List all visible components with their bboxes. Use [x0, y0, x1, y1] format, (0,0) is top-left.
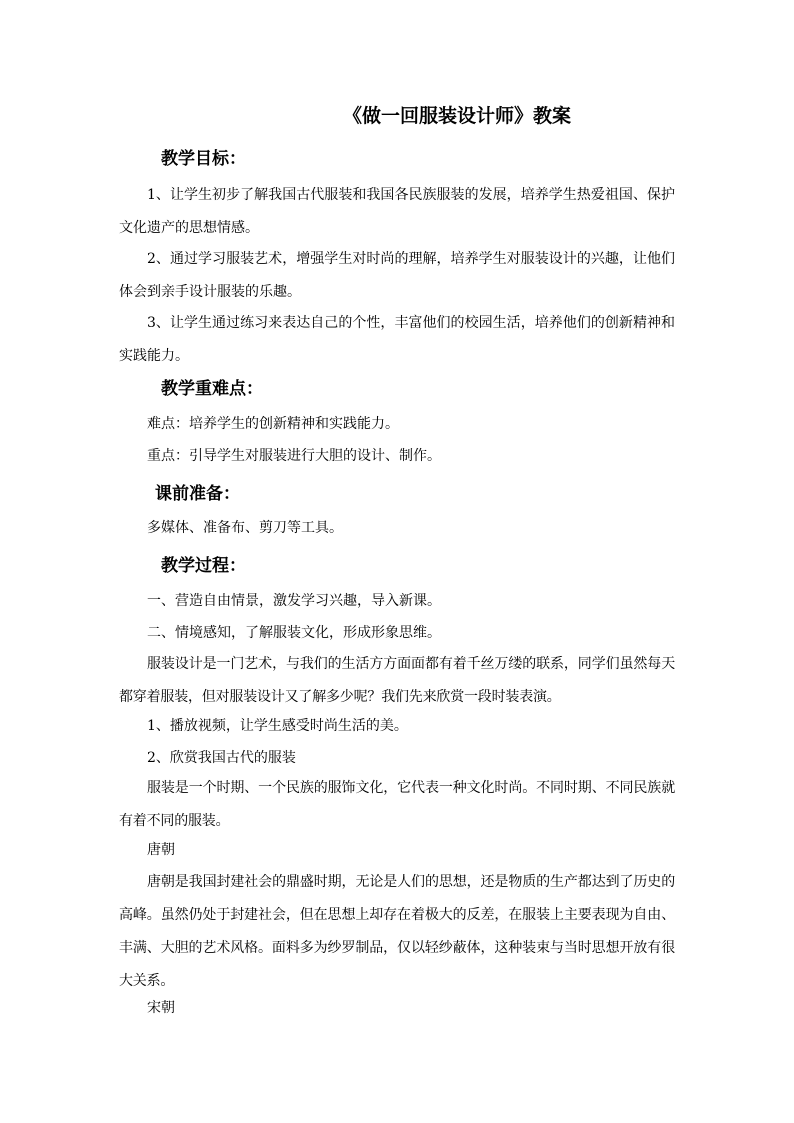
heading-process: 教学过程： — [161, 556, 246, 576]
heading-key-points: 教学重难点： — [161, 379, 263, 399]
difficulty-text: 难点：培养学生的创新精神和实践能力。 — [147, 416, 399, 432]
process-intro: 服装设计是一门艺术，与我们的生活方方面面都有着千丝万缕的联系，同学们虽然每天都穿着服装，但对服装设计又了解多少呢？我们先来欣赏一段时装表演。 — [119, 656, 675, 705]
tang-label: 唐朝 — [147, 842, 175, 858]
heading-goals: 教学目标： — [161, 149, 246, 169]
goal-item-1: 1、让学生初步了解我国古代服装和我国各民族服装的发展，培养学生热爱祖国、保护文化遗产的思想情感。 — [119, 187, 675, 236]
document-title: 《做一回服装设计师》教案 — [342, 105, 571, 127]
tang-text: 唐朝是我国封建社会的鼎盛时期，无论是人们的思想，还是物质的生产都达到了历史的高峰。虽然仍处于封建社会，但在思想上却存在着极大的反差，在服装上主要表现为自由、丰满、大胆的艺术风格。面料多为纱罗制品，仅以轻纱蔽体，这种装束与当时思想开放有很大关系。 — [119, 874, 675, 989]
process-step-2: 二、情境感知，了解服装文化，形成形象思维。 — [147, 625, 441, 641]
preparation-text: 多媒体、准备布、剪刀等工具。 — [147, 520, 343, 536]
heading-preparation: 课前准备： — [155, 484, 240, 504]
goal-item-2: 2、通过学习服装艺术，增强学生对时尚的理解，培养学生对服装设计的兴趣，让他们体会到亲手设计服装的乐趣。 — [119, 251, 675, 300]
focus-text: 重点：引导学生对服装进行大胆的设计、制作。 — [147, 448, 441, 464]
process-sub-1: 1、播放视频，让学生感受时尚生活的美。 — [147, 718, 408, 734]
process-step-1: 一、营造自由情景，激发学习兴趣，导入新课。 — [147, 593, 441, 609]
culture-text: 服装是一个时期、一个民族的服饰文化，它代表一种文化时尚。不同时期、不同民族就有着不同的服装。 — [119, 780, 675, 829]
song-label: 宋朝 — [147, 1000, 175, 1016]
goal-item-3: 3、让学生通过练习来表达自己的个性，丰富他们的校园生活，培养他们的创新精神和实践能力。 — [119, 315, 675, 364]
process-sub-2: 2、欣赏我国古代的服装 — [147, 750, 296, 766]
